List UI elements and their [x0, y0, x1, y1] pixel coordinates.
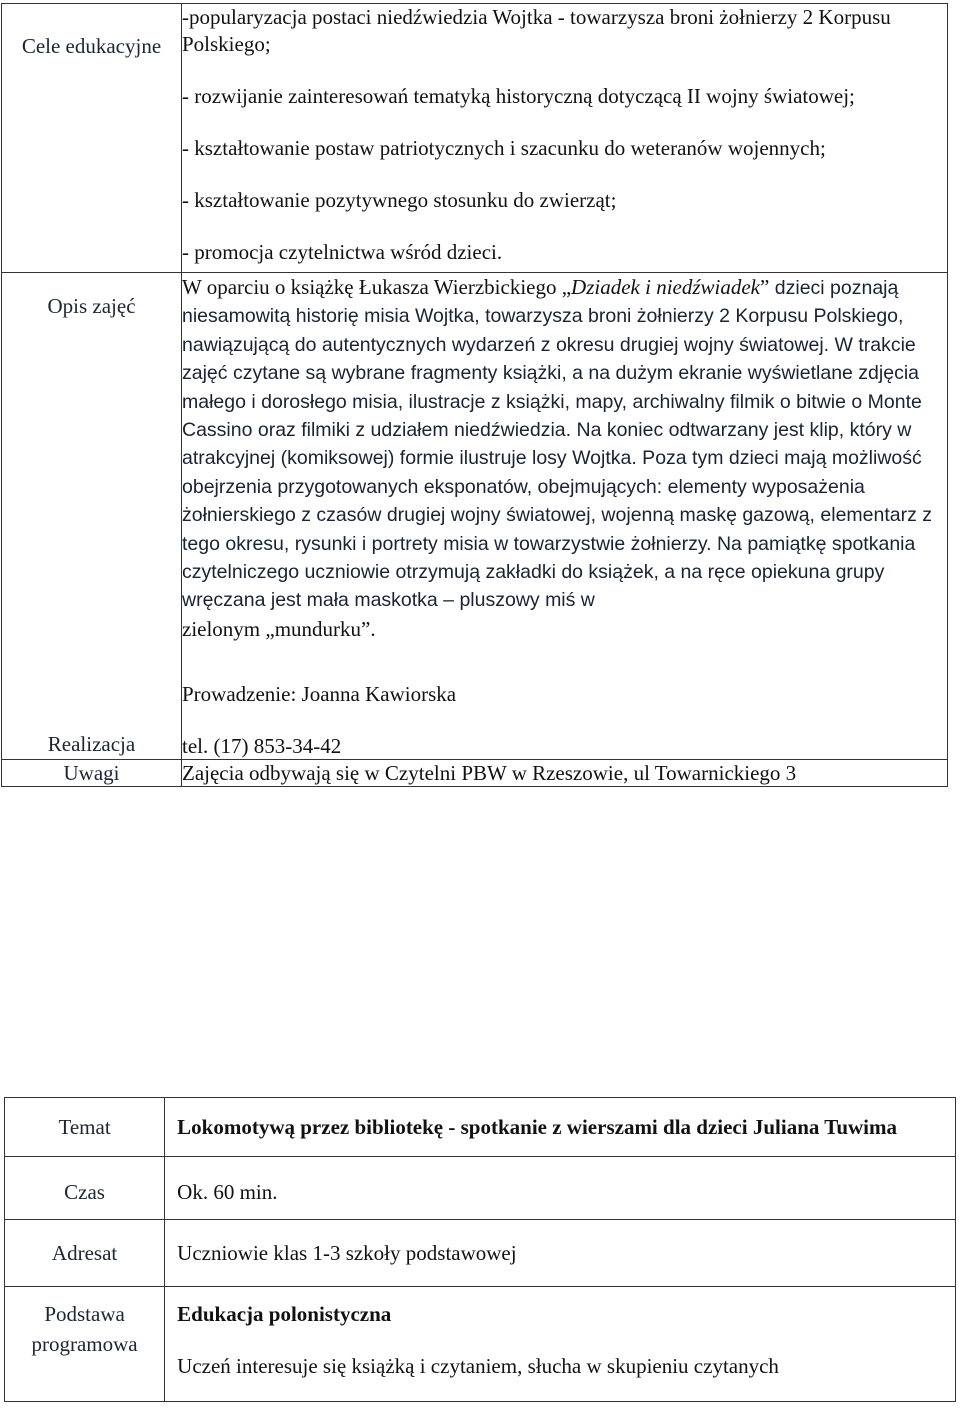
goals-cell — [182, 4, 948, 273]
basis-cell — [165, 1287, 956, 1402]
description-label-cell — [2, 273, 182, 760]
description-row — [2, 273, 948, 760]
topic-label: Temat — [5, 1098, 165, 1157]
topic-row — [5, 1098, 956, 1157]
description-tail: zielonym „mundurku”. — [182, 616, 376, 641]
basis-text: Uczeń interesuje się książką i czytaniem, słucha w skupieniu czytanych — [177, 1354, 779, 1378]
goal-item: -popularyzacja postaci niedźwiedzia Wojtka - towarzysza broni żołnierzy 2 Korpusu Polskiego; — [182, 5, 891, 56]
topic-text: Lokomotywą przez bibliotekę - spotkanie z wierszami dla dzieci Juliana Tuwima — [165, 1098, 956, 1157]
goal-item: - kształtowanie postaw patriotycznych i szacunku do weteranów wojennych; — [182, 136, 826, 160]
realization-label: Realizacja — [47, 732, 136, 756]
notes-text: Zajęcia odbywają się w Czytelni PBW w Rzeszowie, ul Towarnickiego 3 — [182, 760, 948, 787]
audience-label: Adresat — [5, 1220, 165, 1287]
time-label: Czas — [5, 1157, 165, 1220]
description-body: dzieci poznają niesamowitą historię misia Wojtka, towarzysza broni żołnierzy 2 Korpusu Polskiego, nawiązującą do autentycznych wydarzeń z okresu drugiej wojny światowej. W trakcie zajęć czytane są wybrane fragmenty książki, a na dużym ekranie wyświetlane zdjęcia małego i dorosłego misia, ilustracje z książki, mapy, archiwalny filmik o bitwie o Monte Cassino oraz filmiki z udziałem niedźwiedzia. Na koniec odtwarzany jest klip, który w atrakcyjnej (komiksowej) formie ilustruje losy Wojtka. Poza tym dzieci mają możliwość obejrzenia przygotowanych eksponatów, obejmujących: elementy wyposażenia żołnierskiego z czasów drugiej wojny światowej, wojenną maskę gazową, elementarz z tego okresu, rysunki i portrety misia w towarzystwie żołnierzy. Na pamiątkę spotkania czytelniczego uczniowie otrzymują zakładki do książek, a na ręce opiekuna grupy wręczana jest mała maskotka – pluszowy miś w — [182, 277, 933, 612]
basis-label-cell — [5, 1287, 165, 1402]
goal-item: - promocja czytelnictwa wśród dzieci. — [182, 240, 503, 264]
description-lead: W oparciu o książkę Łukasza Wierzbickiego „ — [182, 275, 572, 299]
description-text — [182, 273, 947, 644]
book-title: Dziadek i niedźwiadek — [571, 275, 761, 299]
basis-label-line2: programowa — [31, 1332, 138, 1356]
audience-text: Uczniowie klas 1-3 szkoły podstawowej — [165, 1220, 956, 1287]
basis-label-line1: Podstawa — [44, 1302, 125, 1326]
basis-row — [5, 1287, 956, 1402]
basis-heading: Edukacja polonistyczna — [177, 1302, 392, 1326]
notes-label: Uwagi — [2, 760, 182, 787]
description-label: Opis zajęć — [47, 294, 136, 318]
time-row — [5, 1157, 956, 1220]
realization-phone: tel. (17) 853-34-42 — [182, 734, 342, 759]
goals-label-cell — [2, 4, 182, 273]
time-text: Ok. 60 min. — [165, 1157, 956, 1220]
program-details-table — [1, 3, 948, 787]
notes-row — [2, 760, 948, 787]
audience-row — [5, 1220, 956, 1287]
quote-close: ” — [760, 275, 770, 299]
goal-item: - kształtowanie pozytywnego stosunku do zwierząt; — [182, 188, 617, 212]
goals-row — [2, 4, 948, 273]
goal-item: - rozwijanie zainteresowań tematyką historyczną dotyczącą II wojny światowej; — [182, 84, 855, 108]
program2-table — [4, 1097, 956, 1402]
goals-label: Cele edukacyjne — [21, 34, 162, 58]
description-cell — [182, 273, 948, 760]
realization-lead: Prowadzenie: Joanna Kawiorska — [182, 682, 457, 707]
